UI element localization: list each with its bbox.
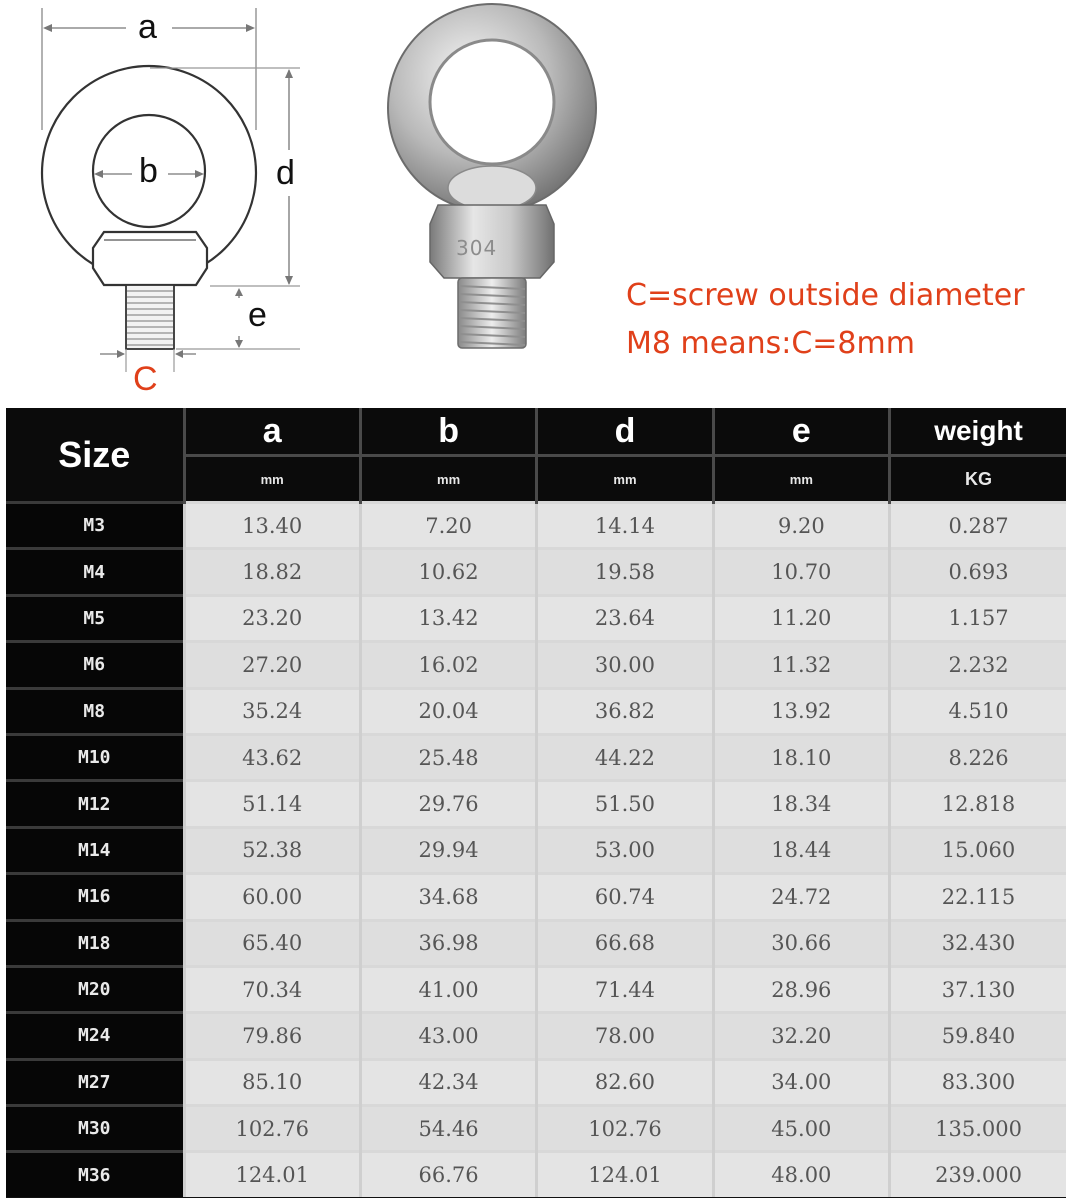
size-cell: M10 bbox=[6, 734, 184, 780]
table-body bbox=[6, 503, 1066, 1197]
cell-e: 30.66 bbox=[713, 920, 889, 966]
dimension-a-label: a bbox=[138, 8, 157, 46]
cell-e: 24.72 bbox=[713, 874, 889, 920]
cell-a: 43.62 bbox=[184, 734, 360, 780]
table-row bbox=[6, 920, 1066, 966]
material-stamp: 304 bbox=[456, 236, 498, 260]
table-row bbox=[6, 827, 1066, 873]
cell-d: 60.74 bbox=[537, 874, 713, 920]
size-cell: M14 bbox=[6, 827, 184, 873]
cell-e: 18.34 bbox=[713, 781, 889, 827]
cell-b: 36.98 bbox=[360, 920, 536, 966]
size-cell: M4 bbox=[6, 549, 184, 595]
cell-a: 18.82 bbox=[184, 549, 360, 595]
cell-b: 20.04 bbox=[360, 688, 536, 734]
unit-d: mm bbox=[537, 456, 713, 503]
table-row bbox=[6, 549, 1066, 595]
table-row bbox=[6, 503, 1066, 549]
cell-weight: 135.000 bbox=[890, 1106, 1066, 1152]
column-header-d: d bbox=[537, 408, 713, 456]
size-cell: M24 bbox=[6, 1013, 184, 1059]
column-header-size: Size bbox=[6, 408, 184, 503]
cell-b: 10.62 bbox=[360, 549, 536, 595]
eye-bolt-size-table bbox=[6, 408, 1066, 1198]
cell-b: 66.76 bbox=[360, 1152, 536, 1197]
dimension-b-label: b bbox=[139, 152, 158, 190]
cell-d: 78.00 bbox=[537, 1013, 713, 1059]
column-header-e: e bbox=[713, 408, 889, 456]
cell-a: 35.24 bbox=[184, 688, 360, 734]
dimension-e-label: e bbox=[248, 296, 267, 334]
cell-weight: 32.430 bbox=[890, 920, 1066, 966]
cell-e: 28.96 bbox=[713, 966, 889, 1012]
cell-d: 53.00 bbox=[537, 827, 713, 873]
cell-b: 41.00 bbox=[360, 966, 536, 1012]
cell-weight: 4.510 bbox=[890, 688, 1066, 734]
cell-e: 9.20 bbox=[713, 503, 889, 549]
cell-weight: 8.226 bbox=[890, 734, 1066, 780]
cell-e: 11.32 bbox=[713, 642, 889, 688]
cell-d: 44.22 bbox=[537, 734, 713, 780]
cell-d: 102.76 bbox=[537, 1106, 713, 1152]
cell-e: 11.20 bbox=[713, 595, 889, 641]
dimension-d-label: d bbox=[276, 154, 295, 192]
table-row bbox=[6, 595, 1066, 641]
table-row bbox=[6, 874, 1066, 920]
cell-a: 51.14 bbox=[184, 781, 360, 827]
dimension-c-label: C bbox=[133, 360, 158, 398]
table-row bbox=[6, 781, 1066, 827]
unit-e: mm bbox=[713, 456, 889, 503]
cell-d: 23.64 bbox=[537, 595, 713, 641]
size-cell: M20 bbox=[6, 966, 184, 1012]
unit-b: mm bbox=[360, 456, 536, 503]
cell-a: 52.38 bbox=[184, 827, 360, 873]
cell-d: 66.68 bbox=[537, 920, 713, 966]
cell-d: 71.44 bbox=[537, 966, 713, 1012]
cell-weight: 2.232 bbox=[890, 642, 1066, 688]
cell-b: 13.42 bbox=[360, 595, 536, 641]
table-row bbox=[6, 642, 1066, 688]
cell-e: 10.70 bbox=[713, 549, 889, 595]
cell-e: 18.44 bbox=[713, 827, 889, 873]
cell-d: 36.82 bbox=[537, 688, 713, 734]
cell-a: 70.34 bbox=[184, 966, 360, 1012]
cell-weight: 22.115 bbox=[890, 874, 1066, 920]
cell-weight: 239.000 bbox=[890, 1152, 1066, 1197]
cell-d: 124.01 bbox=[537, 1152, 713, 1197]
cell-weight: 0.693 bbox=[890, 549, 1066, 595]
size-cell: M18 bbox=[6, 920, 184, 966]
size-cell: M27 bbox=[6, 1059, 184, 1105]
table-row bbox=[6, 966, 1066, 1012]
cell-weight: 1.157 bbox=[890, 595, 1066, 641]
table-row bbox=[6, 734, 1066, 780]
size-cell: M8 bbox=[6, 688, 184, 734]
eye-bolt-product-photo bbox=[350, 0, 640, 360]
cell-a: 124.01 bbox=[184, 1152, 360, 1197]
cell-a: 79.86 bbox=[184, 1013, 360, 1059]
cell-e: 45.00 bbox=[713, 1106, 889, 1152]
cell-a: 65.40 bbox=[184, 920, 360, 966]
cell-weight: 0.287 bbox=[890, 503, 1066, 549]
cell-weight: 37.130 bbox=[890, 966, 1066, 1012]
size-cell: M6 bbox=[6, 642, 184, 688]
table-row bbox=[6, 688, 1066, 734]
cell-b: 29.76 bbox=[360, 781, 536, 827]
size-cell: M36 bbox=[6, 1152, 184, 1197]
size-cell: M12 bbox=[6, 781, 184, 827]
cell-a: 27.20 bbox=[184, 642, 360, 688]
column-header-a: a bbox=[184, 408, 360, 456]
cell-b: 29.94 bbox=[360, 827, 536, 873]
column-header-b: b bbox=[360, 408, 536, 456]
table-row bbox=[6, 1013, 1066, 1059]
cell-d: 30.00 bbox=[537, 642, 713, 688]
cell-a: 13.40 bbox=[184, 503, 360, 549]
cell-e: 18.10 bbox=[713, 734, 889, 780]
unit-a: mm bbox=[184, 456, 360, 503]
eye-bolt-outline-drawing bbox=[0, 0, 330, 400]
table-row bbox=[6, 1152, 1066, 1197]
cell-a: 85.10 bbox=[184, 1059, 360, 1105]
table-row bbox=[6, 1106, 1066, 1152]
cell-b: 16.02 bbox=[360, 642, 536, 688]
cell-weight: 83.300 bbox=[890, 1059, 1066, 1105]
cell-b: 54.46 bbox=[360, 1106, 536, 1152]
column-header-weight: weight bbox=[890, 408, 1066, 456]
cell-e: 34.00 bbox=[713, 1059, 889, 1105]
size-cell: M3 bbox=[6, 503, 184, 549]
dimension-notes bbox=[626, 272, 1025, 368]
cell-a: 60.00 bbox=[184, 874, 360, 920]
cell-d: 14.14 bbox=[537, 503, 713, 549]
size-cell: M30 bbox=[6, 1106, 184, 1152]
cell-d: 19.58 bbox=[537, 549, 713, 595]
cell-b: 34.68 bbox=[360, 874, 536, 920]
cell-b: 43.00 bbox=[360, 1013, 536, 1059]
size-cell: M5 bbox=[6, 595, 184, 641]
table-row bbox=[6, 1059, 1066, 1105]
cell-weight: 15.060 bbox=[890, 827, 1066, 873]
cell-d: 82.60 bbox=[537, 1059, 713, 1105]
note-c-definition: C=screw outside diameter bbox=[626, 278, 1025, 313]
cell-a: 23.20 bbox=[184, 595, 360, 641]
cell-b: 25.48 bbox=[360, 734, 536, 780]
cell-d: 51.50 bbox=[537, 781, 713, 827]
cell-weight: 59.840 bbox=[890, 1013, 1066, 1059]
cell-a: 102.76 bbox=[184, 1106, 360, 1152]
cell-e: 48.00 bbox=[713, 1152, 889, 1197]
size-cell: M16 bbox=[6, 874, 184, 920]
cell-weight: 12.818 bbox=[890, 781, 1066, 827]
cell-e: 13.92 bbox=[713, 688, 889, 734]
note-m8-example: M8 means:C=8mm bbox=[626, 326, 915, 361]
cell-b: 7.20 bbox=[360, 503, 536, 549]
eye-bolt-dimension-diagram bbox=[0, 0, 330, 400]
cell-b: 42.34 bbox=[360, 1059, 536, 1105]
cell-e: 32.20 bbox=[713, 1013, 889, 1059]
unit-weight: KG bbox=[890, 456, 1066, 503]
